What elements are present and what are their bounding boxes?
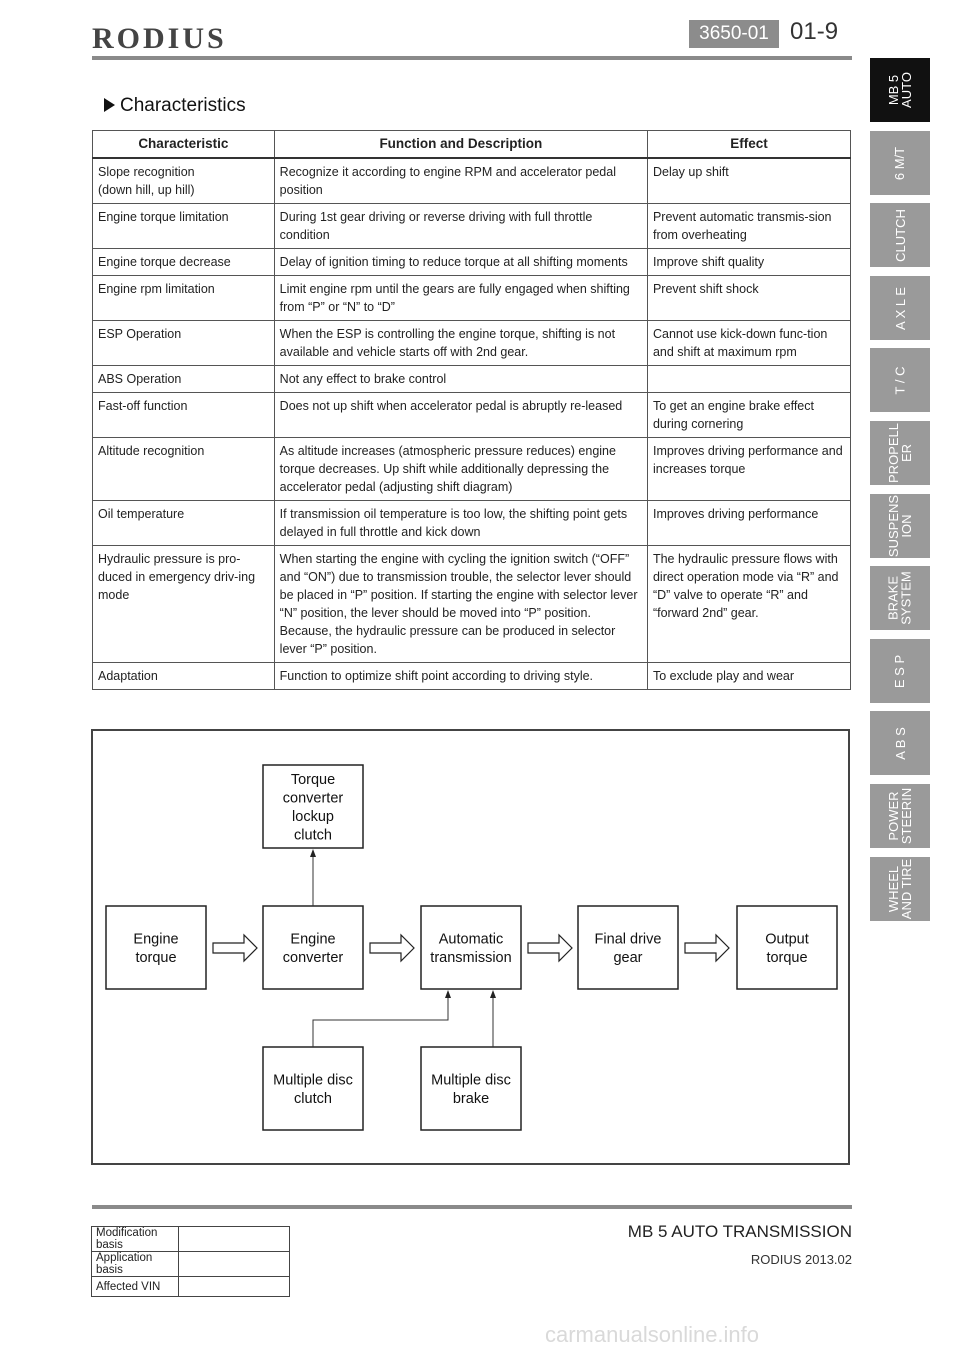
box-disc-clutch xyxy=(263,1047,363,1130)
flow-arrow-icon xyxy=(685,935,729,961)
table-row xyxy=(93,393,851,438)
column-header-function: Function and Description xyxy=(274,131,647,159)
side-tab-label: PROPELL ER xyxy=(885,423,914,483)
cell-effect: Improves driving performance xyxy=(647,501,850,546)
cell-characteristic: Altitude recognition xyxy=(93,438,275,501)
cell-function: Does not up shift when accelerator pedal is abruptly re-leased xyxy=(274,393,647,438)
cell-characteristic: Slope recognition (down hill, up hill) xyxy=(93,158,275,204)
box-automatic-transmission xyxy=(421,906,521,989)
flow-arrow-icon xyxy=(213,935,257,961)
side-tab-label: WHEEL AND TIRE xyxy=(886,858,914,920)
side-tab[interactable] xyxy=(870,421,930,485)
mod-value xyxy=(179,1277,290,1297)
box-disc-brake xyxy=(421,1047,521,1130)
side-tab-label: BRAKE SYSTEM xyxy=(886,571,914,625)
side-tab[interactable] xyxy=(870,494,930,558)
footer-divider xyxy=(92,1205,852,1209)
cell-effect: To exclude play and wear xyxy=(647,663,850,690)
side-tab[interactable] xyxy=(870,58,930,122)
table-row xyxy=(93,158,851,204)
mod-row xyxy=(92,1252,290,1277)
side-tab-label: E S P xyxy=(892,654,908,688)
side-tab[interactable] xyxy=(870,639,930,703)
arrowhead-icon xyxy=(490,990,496,998)
side-tab-label: MB 5 AUTO xyxy=(885,72,914,108)
side-tab[interactable] xyxy=(870,857,930,921)
table-header-row xyxy=(93,131,851,159)
cell-characteristic: ABS Operation xyxy=(93,366,275,393)
table-row xyxy=(93,366,851,393)
cell-characteristic: Oil temperature xyxy=(93,501,275,546)
mod-row xyxy=(92,1277,290,1297)
label-engine-torque: Engine torque xyxy=(133,931,179,966)
cell-function: When the ESP is controlling the engine torque, shifting is not available and vehicle starts off with 2nd gear. xyxy=(274,321,647,366)
table-row xyxy=(93,321,851,366)
mod-label: Affected VIN xyxy=(92,1277,179,1297)
box-engine-torque xyxy=(106,906,206,989)
watermark: carmanualsonline.info xyxy=(545,1322,760,1347)
connector-line xyxy=(313,994,448,1047)
side-tab-label: SUSPENS ION xyxy=(886,494,915,558)
side-tab[interactable] xyxy=(870,784,930,848)
cell-function: Function to optimize shift point according to driving style. xyxy=(274,663,647,690)
label-disc-brake: Multiple disc brake xyxy=(431,1072,511,1107)
side-tab[interactable] xyxy=(870,131,930,195)
flow-arrow-icon xyxy=(528,935,572,961)
side-tab-label: 6 M/T xyxy=(892,146,908,180)
cell-effect: Improves driving performance and increases torque xyxy=(647,438,850,501)
label-disc-clutch: Multiple disc clutch xyxy=(273,1072,353,1107)
table-row xyxy=(93,501,851,546)
label-final-drive: Final drive gear xyxy=(594,931,662,966)
cell-function: Delay of ignition timing to reduce torque at all shifting moments xyxy=(274,249,647,276)
cell-characteristic: Hydraulic pressure is pro-duced in emergency driv-ing mode xyxy=(93,546,275,663)
footer-title: MB 5 AUTO TRANSMISSION xyxy=(627,1222,852,1241)
label-output-torque: Output torque xyxy=(765,931,809,966)
cell-characteristic: ESP Operation xyxy=(93,321,275,366)
side-tab-label: A X L E xyxy=(892,286,908,330)
table-row xyxy=(93,438,851,501)
mod-value xyxy=(179,1252,290,1277)
cell-effect: Improve shift quality xyxy=(647,249,850,276)
cell-function: Not any effect to brake control xyxy=(274,366,647,393)
side-tab[interactable] xyxy=(870,276,930,340)
column-header-characteristic: Characteristic xyxy=(93,131,275,159)
cell-function: As altitude increases (atmospheric pressure reduces) engine torque decreases. Up shift while additionally depressing the accelerator pedal (adjusting shift diagram) xyxy=(274,438,647,501)
mod-row xyxy=(92,1227,290,1252)
table-row xyxy=(93,276,851,321)
column-header-effect: Effect xyxy=(647,131,850,159)
header-divider xyxy=(92,56,852,60)
label-lockup-clutch: Torque converter lockup clutch xyxy=(282,771,344,844)
mod-label: Modification basis xyxy=(92,1227,179,1252)
cell-characteristic: Engine torque limitation xyxy=(93,204,275,249)
side-tab-label: CLUTCH xyxy=(892,208,908,262)
cell-function: When starting the engine with cycling the ignition switch (“OFF” and “ON”) due to transmission trouble, the selector lever should be placed in “P” position. If starting the engine with selector lever “N” position, the lever should be moved into “P” position. Because, the hydraulic pressure can be produced in selector lever “P” position. xyxy=(274,546,647,663)
section-code-badge: 3650-01 xyxy=(689,20,779,48)
table-row xyxy=(93,204,851,249)
cell-function: Limit engine rpm until the gears are fully engaged when shifting from “P” or “N” to “D” xyxy=(274,276,647,321)
page-number: 01-9 xyxy=(790,18,839,45)
mod-label: Application basis xyxy=(92,1252,179,1277)
cell-characteristic: Engine torque decrease xyxy=(93,249,275,276)
section-title-text: Characteristics xyxy=(120,95,246,116)
box-engine-converter xyxy=(263,906,363,989)
side-tab-label: A B S xyxy=(892,726,908,760)
torque-flow-diagram xyxy=(91,729,850,1165)
modification-table xyxy=(91,1226,290,1297)
cell-function: Recognize it according to engine RPM and accelerator pedal position xyxy=(274,158,647,204)
brand-logo: RODIUS xyxy=(92,22,227,55)
section-title xyxy=(104,95,246,117)
cell-effect: The hydraulic pressure flows with direct operation mode via “R” and “D” valve to operate “R” and “forward 2nd” gear. xyxy=(647,546,850,663)
box-final-drive xyxy=(578,906,678,989)
cell-characteristic: Adaptation xyxy=(93,663,275,690)
mod-value xyxy=(179,1227,290,1252)
cell-effect: Prevent automatic transmis-sion from overheating xyxy=(647,204,850,249)
characteristics-table xyxy=(92,130,851,690)
cell-effect: Prevent shift shock xyxy=(647,276,850,321)
triangle-bullet-icon xyxy=(104,98,115,112)
cell-function: If transmission oil temperature is too low, the shifting point gets delayed in full throttle and kick down xyxy=(274,501,647,546)
table-row xyxy=(93,546,851,663)
label-automatic-transmission: Automatic transmission xyxy=(430,931,512,966)
side-tab[interactable] xyxy=(870,711,930,775)
arrowhead-icon xyxy=(445,990,451,998)
cell-effect xyxy=(647,366,850,393)
box-output-torque xyxy=(737,906,837,989)
side-tab[interactable] xyxy=(870,566,930,630)
table-row xyxy=(93,663,851,690)
table-row xyxy=(93,249,851,276)
side-tab-label: T / C xyxy=(892,366,908,394)
cell-function: During 1st gear driving or reverse driving with full throttle condition xyxy=(274,204,647,249)
cell-characteristic: Engine rpm limitation xyxy=(93,276,275,321)
footer-subtitle: RODIUS 2013.02 xyxy=(750,1252,852,1267)
side-tab[interactable] xyxy=(870,348,930,412)
cell-characteristic: Fast-off function xyxy=(93,393,275,438)
side-tab-label: POWER STEERIN xyxy=(886,787,914,845)
side-tab[interactable] xyxy=(870,203,930,267)
flow-arrow-icon xyxy=(370,935,414,961)
cell-effect: To get an engine brake effect during cornering xyxy=(647,393,850,438)
arrowhead-icon xyxy=(310,849,316,857)
cell-effect: Cannot use kick-down func-tion and shift at maximum rpm xyxy=(647,321,850,366)
label-engine-converter: Engine converter xyxy=(282,931,344,966)
cell-effect: Delay up shift xyxy=(647,158,850,204)
